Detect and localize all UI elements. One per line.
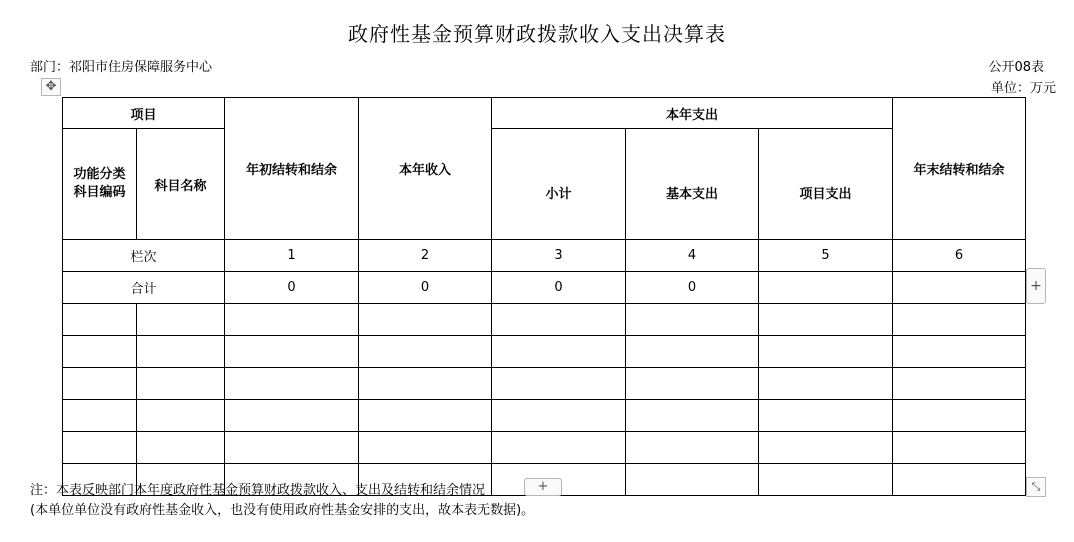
- add-column-button[interactable]: +: [1026, 268, 1046, 304]
- table-row: [63, 400, 1026, 432]
- table-cell[interactable]: [63, 400, 137, 432]
- total-cell[interactable]: [759, 272, 893, 304]
- header-opening-balance: 年初结转和结余: [225, 98, 359, 240]
- column-number: 5: [759, 240, 893, 272]
- table-cell[interactable]: [359, 432, 492, 464]
- column-number-label: 栏次: [63, 240, 225, 272]
- table-cell[interactable]: [63, 336, 137, 368]
- budget-table: [62, 97, 1026, 496]
- table-cell[interactable]: [759, 368, 893, 400]
- table-row: [63, 432, 1026, 464]
- table-cell[interactable]: [759, 464, 893, 496]
- table-cell[interactable]: [492, 368, 626, 400]
- table-cell[interactable]: [492, 432, 626, 464]
- column-number-row: [63, 240, 1026, 272]
- table-cell[interactable]: [492, 400, 626, 432]
- header-closing-balance: 年末结转和结余: [893, 98, 1026, 240]
- header-item: 项目: [63, 98, 225, 129]
- header-current-income: 本年收入: [359, 98, 492, 240]
- table-cell[interactable]: [893, 336, 1026, 368]
- column-number: 6: [893, 240, 1026, 272]
- column-number: 1: [225, 240, 359, 272]
- table-cell[interactable]: [893, 464, 1026, 496]
- table-cell[interactable]: [759, 400, 893, 432]
- table-cell[interactable]: [626, 464, 759, 496]
- table-cell[interactable]: [137, 368, 225, 400]
- table-cell[interactable]: [137, 336, 225, 368]
- table-cell[interactable]: [137, 400, 225, 432]
- note-line-2: (本单位单位没有政府性基金收入，也没有使用政府性基金安排的支出，故本表无数据)。: [30, 503, 535, 518]
- table-cell[interactable]: [359, 400, 492, 432]
- table-cell[interactable]: [492, 304, 626, 336]
- table-cell[interactable]: [759, 336, 893, 368]
- total-cell[interactable]: 0: [626, 272, 759, 304]
- table-move-icon[interactable]: ✥: [41, 78, 61, 96]
- table-row: [63, 304, 1026, 336]
- table-cell[interactable]: [893, 432, 1026, 464]
- table-cell[interactable]: [137, 432, 225, 464]
- total-cell[interactable]: 0: [492, 272, 626, 304]
- table-cell[interactable]: [225, 368, 359, 400]
- department-label: 部门：祁阳市住房保障服务中心: [30, 60, 213, 75]
- page-title: 政府性基金预算财政拨款收入支出决算表: [348, 22, 726, 46]
- total-label: 合计: [63, 272, 225, 304]
- total-cell[interactable]: [893, 272, 1026, 304]
- header-current-expense: 本年支出: [492, 98, 893, 129]
- column-number: 4: [626, 240, 759, 272]
- table-cell[interactable]: [626, 432, 759, 464]
- header-subtotal: 小计: [492, 129, 626, 240]
- table-cell[interactable]: [359, 368, 492, 400]
- table-cell[interactable]: [626, 400, 759, 432]
- header-basic-expense: 基本支出: [626, 129, 759, 240]
- table-cell[interactable]: [626, 304, 759, 336]
- add-row-button[interactable]: +: [524, 478, 562, 496]
- header-project-expense: 项目支出: [759, 129, 893, 240]
- header-subject-name: 科目名称: [137, 129, 225, 240]
- total-cell[interactable]: 0: [359, 272, 492, 304]
- table-cell[interactable]: [137, 304, 225, 336]
- table-cell[interactable]: [63, 432, 137, 464]
- table-cell[interactable]: [225, 400, 359, 432]
- table-row: [63, 336, 1026, 368]
- column-number: 3: [492, 240, 626, 272]
- table-cell[interactable]: [893, 304, 1026, 336]
- table-cell[interactable]: [759, 432, 893, 464]
- table-resize-icon[interactable]: ⤡: [1026, 477, 1046, 497]
- table-cell[interactable]: [626, 368, 759, 400]
- column-number: 2: [359, 240, 492, 272]
- total-cell[interactable]: 0: [225, 272, 359, 304]
- table-cell[interactable]: [225, 432, 359, 464]
- table-cell[interactable]: [63, 368, 137, 400]
- table-cell[interactable]: [492, 336, 626, 368]
- note-line-1: 注：本表反映部门本年度政府性基金预算财政拨款收入、支出及结转和结余情况: [30, 483, 486, 498]
- form-code: 公开08表: [988, 60, 1044, 75]
- header-func-code: 功能分类 科目编码: [63, 129, 137, 240]
- table-cell[interactable]: [225, 304, 359, 336]
- table-cell[interactable]: [359, 304, 492, 336]
- table-cell[interactable]: [359, 336, 492, 368]
- table-row: [63, 368, 1026, 400]
- table-cell[interactable]: [893, 400, 1026, 432]
- table-cell[interactable]: [225, 336, 359, 368]
- total-row: [63, 272, 1026, 304]
- table-cell[interactable]: [759, 304, 893, 336]
- unit-label: 单位：万元: [990, 81, 1056, 96]
- table-cell[interactable]: [626, 336, 759, 368]
- table-cell[interactable]: [893, 368, 1026, 400]
- table-cell[interactable]: [63, 304, 137, 336]
